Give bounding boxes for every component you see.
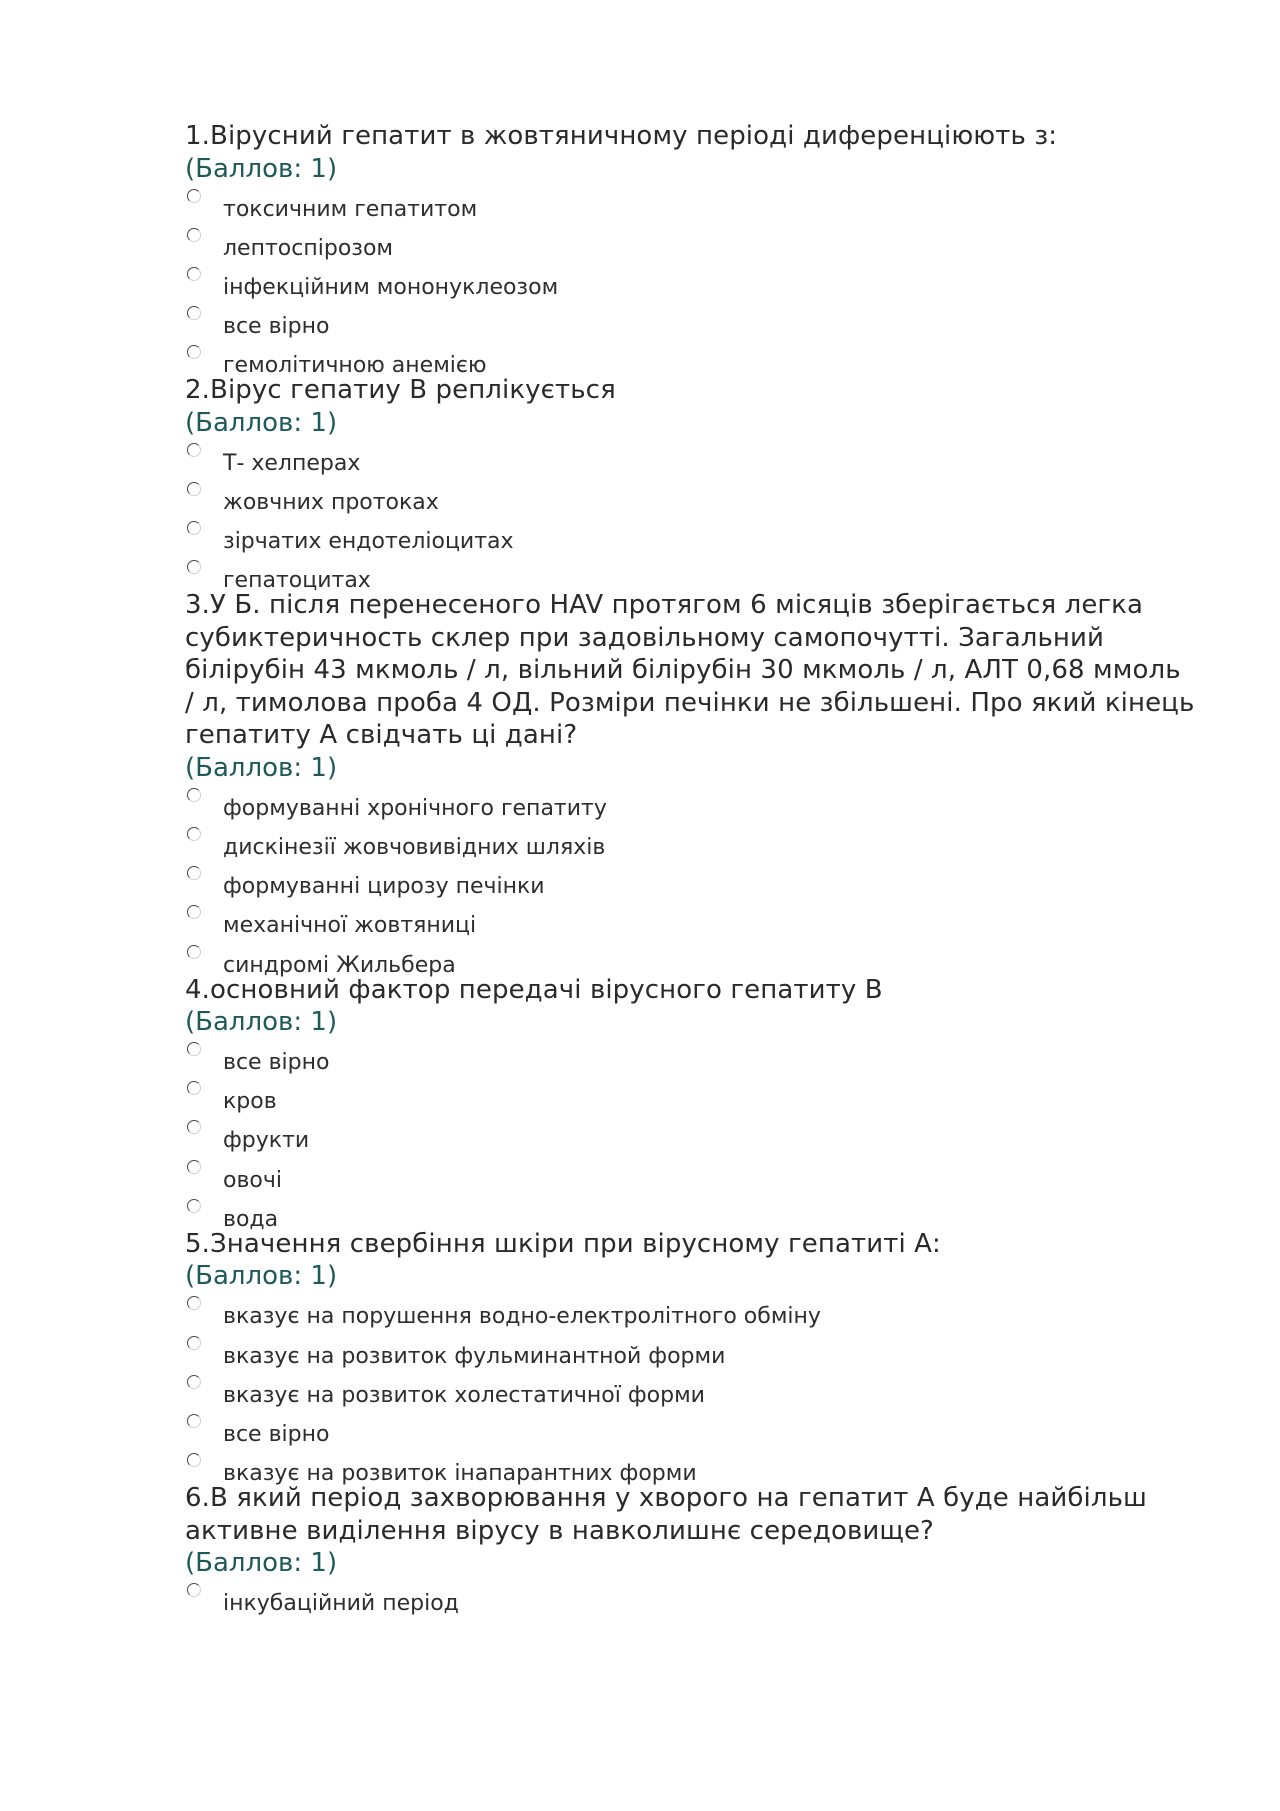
radio-button[interactable] [187,1583,201,1597]
option-label[interactable]: гемолітичною анемією [223,353,487,379]
option-label[interactable]: токсичним гепатитом [223,196,478,222]
option-label[interactable]: все вірно [223,1421,330,1447]
radio-button[interactable] [187,1120,201,1134]
radio-button[interactable] [187,1042,201,1056]
question-points: (Баллов: 1) [185,407,338,438]
answer-option[interactable] [185,1296,1195,1335]
answer-option[interactable] [185,443,1195,482]
option-label[interactable]: вказує на розвиток фульминантной форми [223,1343,726,1369]
question-points: (Баллов: 1) [185,1261,338,1292]
radio-button[interactable] [187,1375,201,1389]
radio-button[interactable] [187,1414,201,1428]
answer-option[interactable] [185,1336,1195,1375]
question-1 [185,120,1195,379]
options-list [185,1042,1195,1232]
options-list [185,189,1195,379]
radio-button[interactable] [187,1336,201,1350]
answer-option[interactable] [185,189,1195,228]
radio-button[interactable] [187,945,201,959]
question-points: (Баллов: 1) [185,1548,338,1579]
radio-button[interactable] [187,345,201,359]
options-list [185,788,1195,978]
answer-option[interactable] [185,1160,1195,1199]
answer-option[interactable] [185,560,1195,594]
radio-button[interactable] [187,560,201,574]
answer-option[interactable] [185,1042,1195,1081]
answer-option[interactable] [185,521,1195,560]
answer-option[interactable] [185,788,1195,827]
option-label[interactable]: вказує на розвиток інапарантних форми [223,1461,697,1487]
option-label[interactable]: жовчних протоках [223,489,439,515]
quiz [185,120,1195,1622]
radio-button[interactable] [187,866,201,880]
radio-button[interactable] [187,306,201,320]
question-points: (Баллов: 1) [185,1007,338,1038]
answer-option[interactable] [185,945,1195,978]
options-list [185,1583,1195,1622]
question-text: 4.основний фактор передачі вірусного гепатиту В [185,974,883,1005]
option-label[interactable]: синдромі Жильбера [223,952,456,978]
question-points: (Баллов: 1) [185,752,338,783]
radio-button[interactable] [187,905,201,919]
answer-option[interactable] [185,1453,1195,1487]
question-text: 3.У Б. після перенесеного HAV протягом 6 місяців зберігається легка субиктеричность склер при задовільному самопочутті. Загальний білірубін 43 мкмоль / л, вільний білірубін 30 мкмоль / л, АЛТ 0,68 ммоль / л, тимолова проба 4 ОД. Розміри печінки не збільшені. Про який кінець гепатиту А свідчать ці дані? [185,590,1195,751]
answer-option[interactable] [185,306,1195,345]
radio-button[interactable] [187,1453,201,1467]
answer-option[interactable] [185,267,1195,306]
radio-button[interactable] [187,482,201,496]
question-text: 6.В який період захворювання у хворого на гепатит А буде найбільш активне виділення вірусу в навколишнє середовище? [185,1483,1147,1546]
option-label[interactable]: механічної жовтяниці [223,913,477,939]
options-list [185,1296,1195,1487]
radio-button[interactable] [187,228,201,242]
answer-option[interactable] [185,345,1195,379]
answer-option[interactable] [185,1199,1195,1232]
radio-button[interactable] [187,1160,201,1174]
question-6 [185,1482,1195,1622]
option-label[interactable]: все вірно [223,1050,330,1076]
radio-button[interactable] [187,788,201,802]
option-label[interactable]: фрукти [223,1128,310,1154]
option-label[interactable]: Т- хелперах [223,450,361,476]
answer-option[interactable] [185,482,1195,521]
option-label[interactable]: вказує на розвиток холестатичної форми [223,1382,705,1408]
radio-button[interactable] [187,443,201,457]
answer-option[interactable] [185,905,1195,944]
answer-option[interactable] [185,866,1195,905]
radio-button[interactable] [187,1199,201,1213]
answer-option[interactable] [185,1375,1195,1414]
answer-option[interactable] [185,1414,1195,1453]
question-5 [185,1228,1195,1487]
option-label[interactable]: вказує на порушення водно-електролітного обміну [223,1304,821,1330]
answer-option[interactable] [185,228,1195,267]
radio-button[interactable] [187,189,201,203]
question-text: 5.Значення свербіння шкіри при вірусному гепатиті А: [185,1228,941,1259]
option-label[interactable]: інкубаційний період [223,1591,459,1617]
option-label[interactable]: дискінезії жовчовивідних шляхів [223,835,606,860]
answer-option[interactable] [185,1120,1195,1159]
option-label[interactable]: зірчатих ендотеліоцитах [223,529,514,555]
answer-option[interactable] [185,1081,1195,1120]
option-label[interactable]: формуванні хронічного гепатиту [223,795,607,821]
radio-button[interactable] [187,521,201,535]
option-label[interactable]: овочі [223,1167,282,1193]
question-text: 2.Вірус гепатиу В реплікується [185,375,616,406]
option-label[interactable]: кров [223,1089,277,1115]
option-label[interactable]: формуванні цирозу печінки [223,874,545,900]
question-text: 1.Вірусний гепатит в жовтяничному періоді диференціюють з: [185,121,1058,151]
question-2 [185,374,1195,594]
option-label[interactable]: все вірно [223,314,330,340]
option-label[interactable]: гепатоцитах [223,568,371,594]
radio-button[interactable] [187,1081,201,1095]
radio-button[interactable] [187,827,201,841]
option-label[interactable]: лептоспірозом [223,235,394,261]
answer-option[interactable] [185,1583,1195,1622]
question-4 [185,974,1195,1232]
option-label[interactable]: вода [223,1206,279,1232]
radio-button[interactable] [187,267,201,281]
options-list [185,443,1195,594]
question-points: (Баллов: 1) [185,153,338,184]
option-label[interactable]: інфекційним мононуклеозом [223,274,559,300]
radio-button[interactable] [187,1296,201,1310]
question-3 [185,589,1195,978]
answer-option[interactable] [185,827,1195,866]
